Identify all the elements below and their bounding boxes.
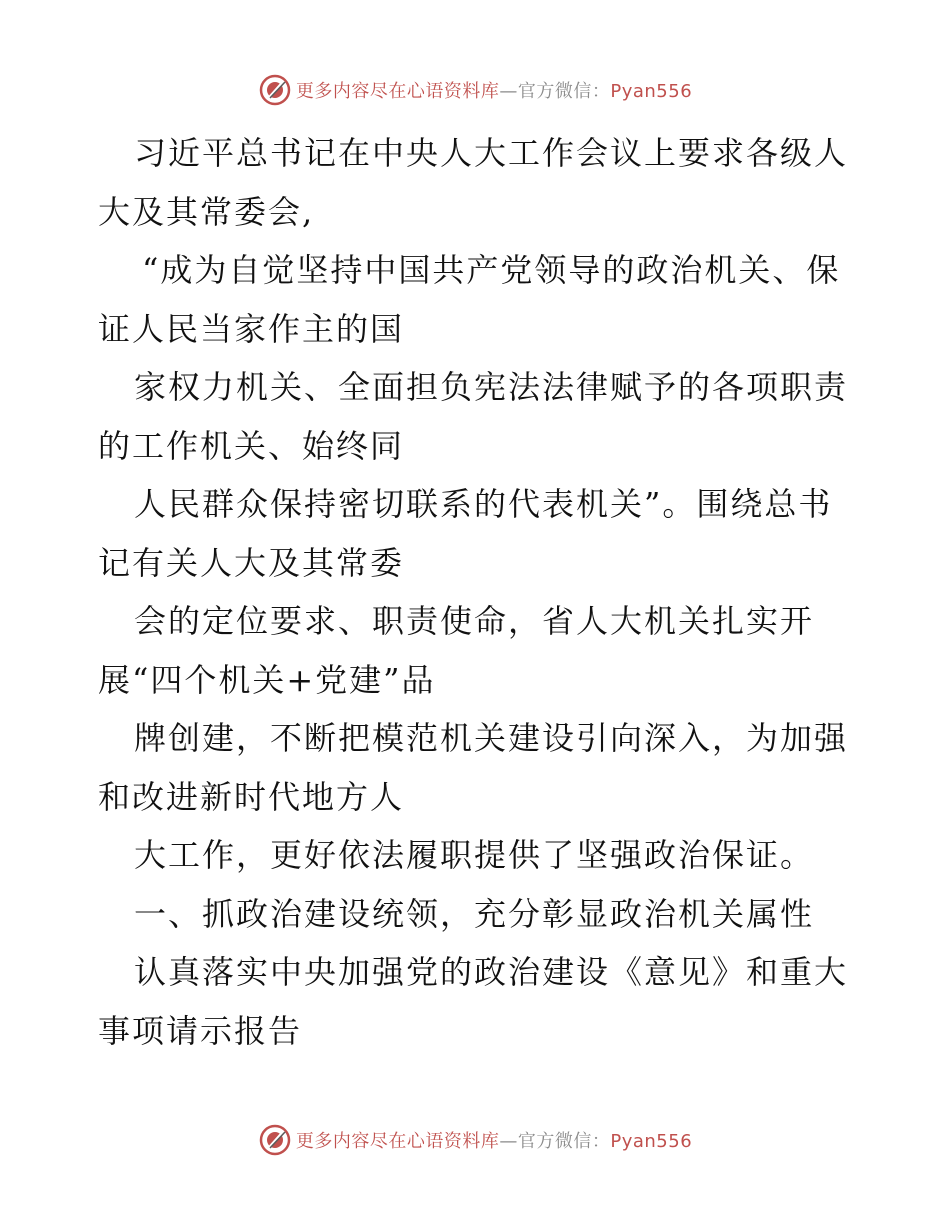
body-line: “成为自觉坚持中国共产党领导的政治机关、保: [142, 251, 841, 289]
body-line: 的工作机关、始终同: [98, 426, 405, 465]
body-line: 大工作，更好依法履职提供了坚强政治保证。: [134, 836, 815, 874]
header-banner: [0, 70, 950, 110]
section-heading: 一、抓政治建设统领，充分彰显政治机关属性: [134, 894, 815, 933]
document-body: [98, 124, 858, 1060]
body-line: 事项请示报告: [98, 1011, 303, 1050]
header-banner-text: 更多内容尽在心语资料库—官方微信：Pyan556: [295, 81, 693, 102]
brand-logo-icon: [258, 73, 292, 107]
body-line: 习近平总书记在中央人大工作会议上要求各级人: [134, 134, 849, 172]
body-line: 人民群众保持密切联系的代表机关”。围绕总书: [134, 485, 833, 523]
body-line: 证人民当家作主的国: [98, 309, 405, 348]
body-line: 认真落实中央加强党的政治建设《意见》和重大: [134, 953, 849, 991]
body-line: 和改进新时代地方人: [98, 777, 405, 816]
body-line: 展“四个机关+党建”品: [98, 660, 436, 699]
footer-banner-text: 更多内容尽在心语资料库—官方微信：Pyan556: [295, 1131, 693, 1152]
body-line: 记有关人大及其常委: [98, 543, 405, 582]
body-line: 会的定位要求、职责使命，省人大机关扎实开: [134, 602, 815, 640]
footer-banner: [0, 1120, 950, 1160]
body-line: 牌创建，不断把模范机关建设引向深入，为加强: [134, 719, 849, 757]
body-line: 家权力机关、全面担负宪法法律赋予的各项职责: [134, 368, 849, 406]
brand-logo-icon: [258, 1123, 292, 1157]
body-line: 大及其常委会,: [98, 192, 315, 231]
